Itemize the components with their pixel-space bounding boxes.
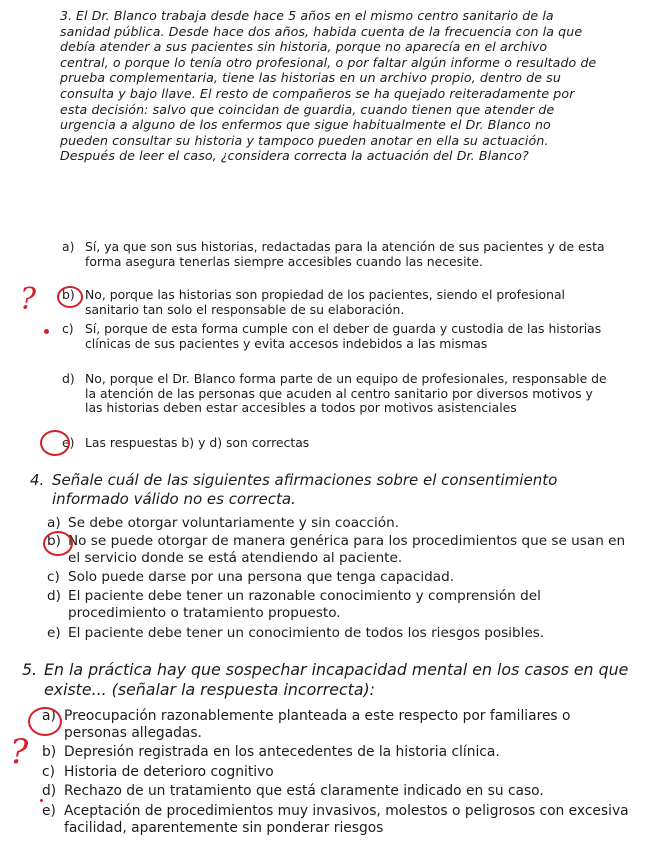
option-text: Historia de deterioro cognitivo	[64, 764, 274, 780]
option-letter: b)	[62, 287, 75, 302]
handwritten-question-mark: ?	[10, 732, 29, 772]
option-letter: d)	[47, 588, 61, 604]
option-d[interactable]	[62, 372, 607, 416]
option-text: No se puede otorgar de manera genérica para los procedimientos que se usan en el servicio donde se está atendiendo al paciente.	[68, 533, 626, 567]
option-c[interactable]	[47, 569, 627, 586]
option-c[interactable]	[42, 764, 632, 781]
option-letter: a)	[42, 708, 56, 724]
option-letter: e)	[62, 435, 75, 450]
question-statement: El Dr. Blanco trabaja desde hace 5 años en el mismo centro sanitario de la sanidad pública. Desde hace dos años, habida cuenta de la frecuencia con la que debía atender a sus pacientes sin historia, porque no aparecía en el archivo central, o porque lo tenía otro profesional, o por faltar algún informe o resultado de prueba complementaria, tiene las historias en un archivo propio, dentro de su consulta y bajo llave. El resto de compañeros se ha quejado reiteradamente por esta decisión: salvo que coincidan de guardia, cuando tienen que atender de urgencia a alguno de los enfermos que sigue habitualmente el Dr. Blanco no pueden consultar su historia y tampoco pueden anotar en ella su actuación.	[60, 8, 597, 148]
option-b[interactable]	[62, 288, 607, 317]
question-4	[30, 471, 630, 509]
option-letter: a)	[47, 515, 61, 531]
option-e[interactable]	[42, 803, 632, 836]
question-prompt: Después de leer el caso, ¿considera correcta la actuación del Dr. Blanco?	[60, 148, 529, 164]
option-letter: a)	[62, 239, 75, 254]
option-text: Sí, ya que son sus historias, redactadas para la atención de sus pacientes y de esta forma asegura tenerlas siempre accesibles cuando las necesite.	[85, 239, 605, 269]
option-letter: b)	[42, 744, 57, 760]
option-e[interactable]	[62, 436, 607, 451]
question-5	[22, 660, 632, 700]
option-text: El paciente debe tener un razonable conocimiento y comprensión del procedimiento o tratamiento propuesto.	[68, 588, 541, 622]
option-text: Rechazo de un tratamiento que está claramente indicado en su caso.	[64, 783, 544, 799]
handwritten-question-mark: ?	[20, 282, 37, 317]
option-letter: d)	[42, 783, 57, 799]
option-letter: c)	[42, 764, 55, 780]
question-number: 3.	[60, 8, 73, 23]
option-b[interactable]	[42, 744, 632, 761]
option-letter: c)	[47, 569, 60, 585]
option-a[interactable]	[42, 708, 632, 741]
question-statement: Señale cuál de las siguientes afirmaciones sobre el consentimiento informado válido no es correcta.	[52, 471, 558, 508]
option-letter: d)	[62, 371, 75, 386]
option-text: Depresión registrada en los antecedentes de la historia clínica.	[64, 744, 500, 760]
option-d[interactable]	[47, 588, 627, 622]
question-number: 5.	[22, 660, 38, 679]
option-letter: b)	[47, 533, 61, 549]
question-3	[45, 8, 600, 164]
option-letter: c)	[62, 321, 74, 336]
option-letter: e)	[47, 625, 61, 641]
option-text: Aceptación de procedimientos muy invasivos, molestos o peligrosos con excesiva facilidad, aparentemente sin ponderar riesgos	[64, 803, 629, 836]
question-statement: En la práctica hay que sospechar incapacidad mental en los casos en que existe... (señalar la respuesta incorrecta):	[44, 660, 629, 699]
option-letter: e)	[42, 803, 56, 819]
option-e[interactable]	[47, 625, 627, 642]
option-text: No, porque las historias son propiedad de los pacientes, siendo el profesional sanitario tan solo el responsable de su elaboración.	[85, 287, 565, 317]
option-d[interactable]	[42, 783, 632, 800]
option-b[interactable]	[47, 533, 627, 567]
option-text: No, porque el Dr. Blanco forma parte de un equipo de profesionales, responsable de la atención de las personas que acuden al centro sanitario por diversos motivos y las historias deben estar accesibles a todos por motivos asistenciales	[85, 371, 607, 416]
option-a[interactable]	[47, 515, 627, 532]
option-c[interactable]	[62, 322, 607, 351]
option-a[interactable]	[62, 240, 607, 269]
handwritten-dot	[44, 329, 49, 334]
question-number: 4.	[30, 471, 45, 489]
option-text: Sí, porque de esta forma cumple con el deber de guarda y custodia de las historias clínicas de sus pacientes y evita accesos indebidos a las mismas	[85, 321, 602, 351]
option-text: Las respuestas b) y d) son correctas	[85, 435, 310, 450]
option-text: Preocupación razonablemente planteada a este respecto por familiares o personas allegadas.	[64, 708, 571, 741]
option-text: Solo puede darse por una persona que tenga capacidad.	[68, 569, 455, 585]
option-text: El paciente debe tener un conocimiento de todos los riesgos posibles.	[68, 625, 545, 641]
option-text: Se debe otorgar voluntariamente y sin coacción.	[68, 515, 400, 531]
